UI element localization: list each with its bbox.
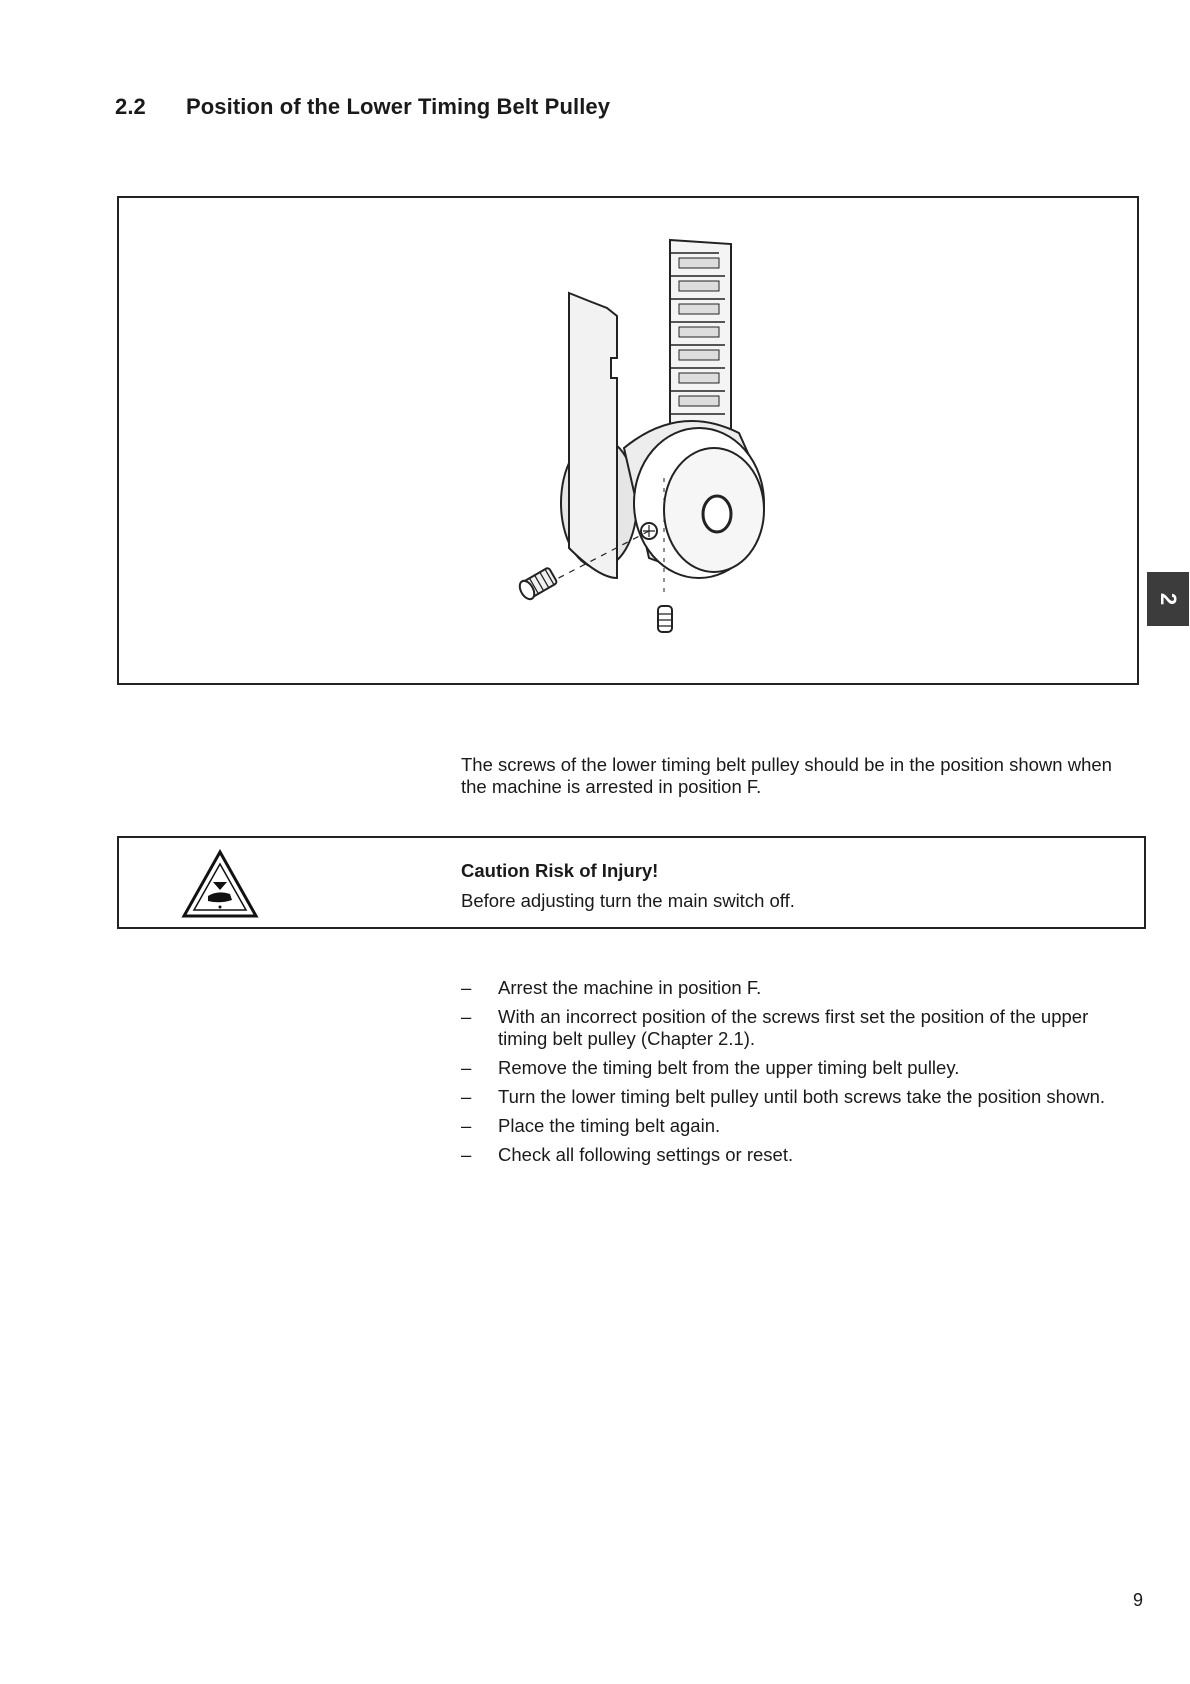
list-item (461, 977, 1141, 999)
intro-paragraph: The screws of the lower timing belt pulley should be in the position shown when the machine is arrested in position F. (461, 754, 1112, 797)
chapter-tab-label: 2 (1156, 592, 1181, 606)
section-number: 2.2 (115, 94, 146, 119)
dash-bullet: – (461, 1144, 472, 1165)
pulley-figure (117, 196, 1139, 685)
list-item (461, 1006, 1141, 1050)
section-heading (115, 94, 610, 120)
step-text: With an incorrect position of the screws first set the position of the upper timing belt pulley (Chapter 2.1). (498, 1006, 1089, 1049)
list-item (461, 1086, 1141, 1108)
hand-injury-warning-icon (180, 848, 260, 920)
dash-bullet: – (461, 1115, 472, 1136)
list-item (461, 1144, 1141, 1166)
list-item (461, 1115, 1141, 1137)
caution-title: Caution Risk of Injury! (461, 860, 659, 881)
caution-text: Before adjusting turn the main switch off. (461, 890, 795, 911)
step-text: Remove the timing belt from the upper timing belt pulley. (498, 1057, 960, 1078)
step-text: Place the timing belt again. (498, 1115, 721, 1136)
dash-bullet: – (461, 977, 472, 998)
page-number: 9 (1133, 1590, 1144, 1610)
chapter-tab (1147, 572, 1189, 626)
dash-bullet: – (461, 1006, 472, 1027)
timing-belt-pulley-illustration (119, 198, 1137, 683)
caution-box (117, 836, 1146, 929)
list-item (461, 1057, 1141, 1079)
section-title: Position of the Lower Timing Belt Pulley (186, 94, 611, 119)
step-text: Arrest the machine in position F. (498, 977, 762, 998)
instruction-list (461, 977, 1141, 1173)
step-text: Turn the lower timing belt pulley until both screws take the position shown. (498, 1086, 1106, 1107)
dash-bullet: – (461, 1057, 472, 1078)
dash-bullet: – (461, 1086, 472, 1107)
step-text: Check all following settings or reset. (498, 1144, 794, 1165)
